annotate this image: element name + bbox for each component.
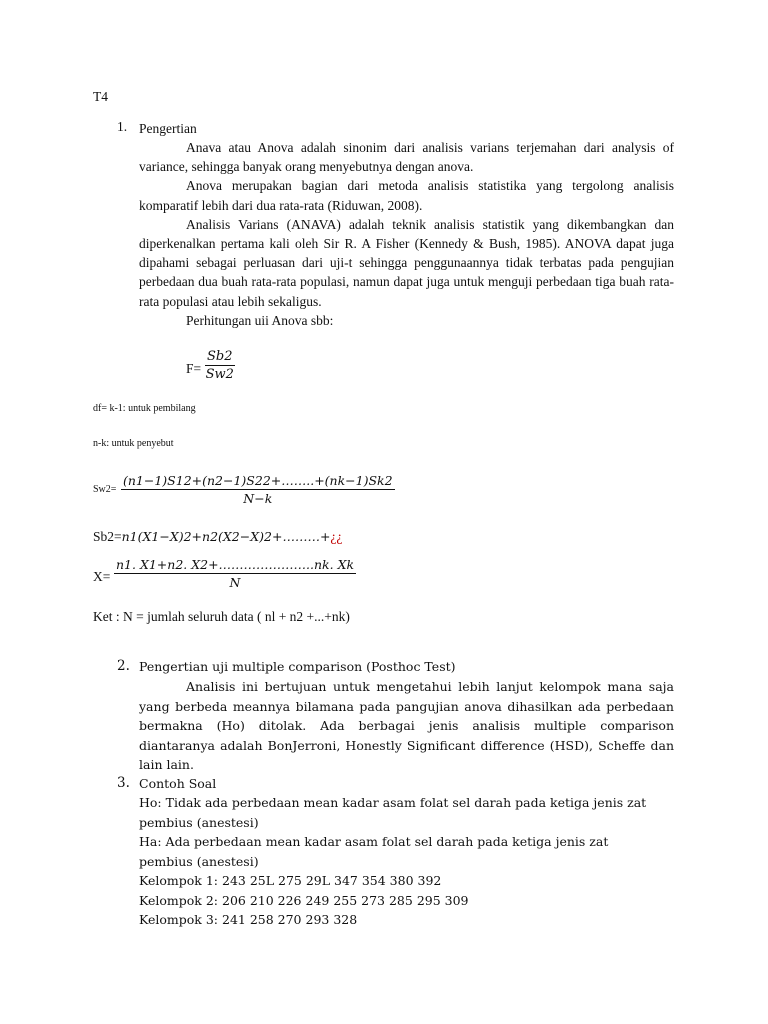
section1-body	[139, 138, 674, 330]
page-heading: T4	[93, 89, 108, 104]
section3-number: 3.	[117, 775, 130, 791]
group-line: Kelompok 2: 206 210 226 249 255 273 285 295 309	[139, 892, 469, 908]
section2-title: Pengertian uji multiple comparison (Posthoc Test)	[139, 659, 456, 674]
section1-paragraph: Anova merupakan bagian dari metoda analisis statistika yang tergolong analisis komparatif lebih dari dua rata-rata (Riduwan, 2008).	[139, 178, 674, 213]
group-line: Kelompok 3: 241 258 270 293 328	[139, 912, 358, 927]
sb2-formula	[93, 527, 342, 546]
sw2-fraction	[121, 473, 395, 506]
nk-note: n-k: untuk penyebut	[93, 438, 174, 449]
section3-title: Contoh Soal	[139, 776, 217, 791]
f-formula-denominator: Sw2	[205, 367, 234, 382]
group-line: Kelompok 1: 243 25L 275 29L 347 354 380 392	[139, 873, 442, 888]
f-formula-numerator: Sb2	[207, 349, 233, 364]
hypothesis-ha: Ha: Ada perbedaan mean kadar asam folat sel darah pada ketiga jenis zat pembius (anestesi)	[139, 834, 609, 869]
sb2-tail: ¿¿	[330, 529, 343, 544]
sw2-lhs: Sw2=	[93, 484, 117, 495]
section3-body	[139, 793, 659, 930]
section2-paragraph: Analisis ini bertujuan untuk mengetahui lebih lanjut kelompok mana saja yang berbeda meannya bilamana pada pangujian anova dihasilkan ada perbedaan bermakna (Ho) ditolak. Ada berbagai jenis analisis multiple comparison diantaranya adalah BonJerroni, Honestly Significant difference (HSD), Scheffe dan lain lain.	[139, 679, 674, 772]
section2-body	[139, 677, 674, 775]
f-formula-fraction	[205, 349, 235, 382]
section1-title: Pengertian	[139, 121, 197, 136]
df-note: df= k-1: untuk pembilang	[93, 403, 196, 414]
x-fraction	[114, 557, 356, 590]
x-numerator: n1. X1+n2. X2+…………………..nk. Xk	[116, 557, 355, 572]
section1-paragraph: Perhitungan uii Anova sbb:	[186, 312, 334, 328]
f-formula-lhs: F=	[186, 361, 202, 376]
section1-paragraph: Anava atau Anova adalah sinonim dari analisis varians terjemahan dari analysis of variance, sehingga banyak orang menyebutnya dengan anova.	[139, 140, 674, 175]
sw2-numerator: (n1−1)S12+(n2−1)S22+……..+(nk−1)Sk2	[123, 473, 393, 488]
section1-number: 1.	[117, 119, 128, 134]
x-denominator: N	[229, 575, 241, 590]
ket-note: Ket : N = jumlah seluruh data ( nl + n2 +...+nk)	[93, 609, 350, 624]
sb2-lhs: Sb2=	[93, 529, 122, 544]
x-lhs: X=	[93, 569, 111, 584]
sw2-denominator: N−k	[243, 491, 273, 506]
section2-number: 2.	[117, 658, 130, 674]
hypothesis-ho: Ho: Tidak ada perbedaan mean kadar asam folat sel darah pada ketiga jenis zat pembius (anestesi)	[139, 795, 647, 830]
sb2-body: n1(X1−X)2+n2(X2−X)2+………+	[121, 529, 331, 544]
section1-paragraph: Analisis Varians (ANAVA) adalah teknik analisis statistik yang dikembangkan dan diperkenalkan pertama kali oleh Sir R. A Fisher (Kennedy & Bush, 1985). ANOVA dapat juga dipahami sebagai perluasan dari uji-t sehingga penggunaannya tidak terbatas pada pengujian perbedaan dua buah rata-rata populasi, namun dapat juga untuk menguji perbedaan tiga buah rata-rata populasi atau lebih sekaligus.	[139, 216, 674, 309]
